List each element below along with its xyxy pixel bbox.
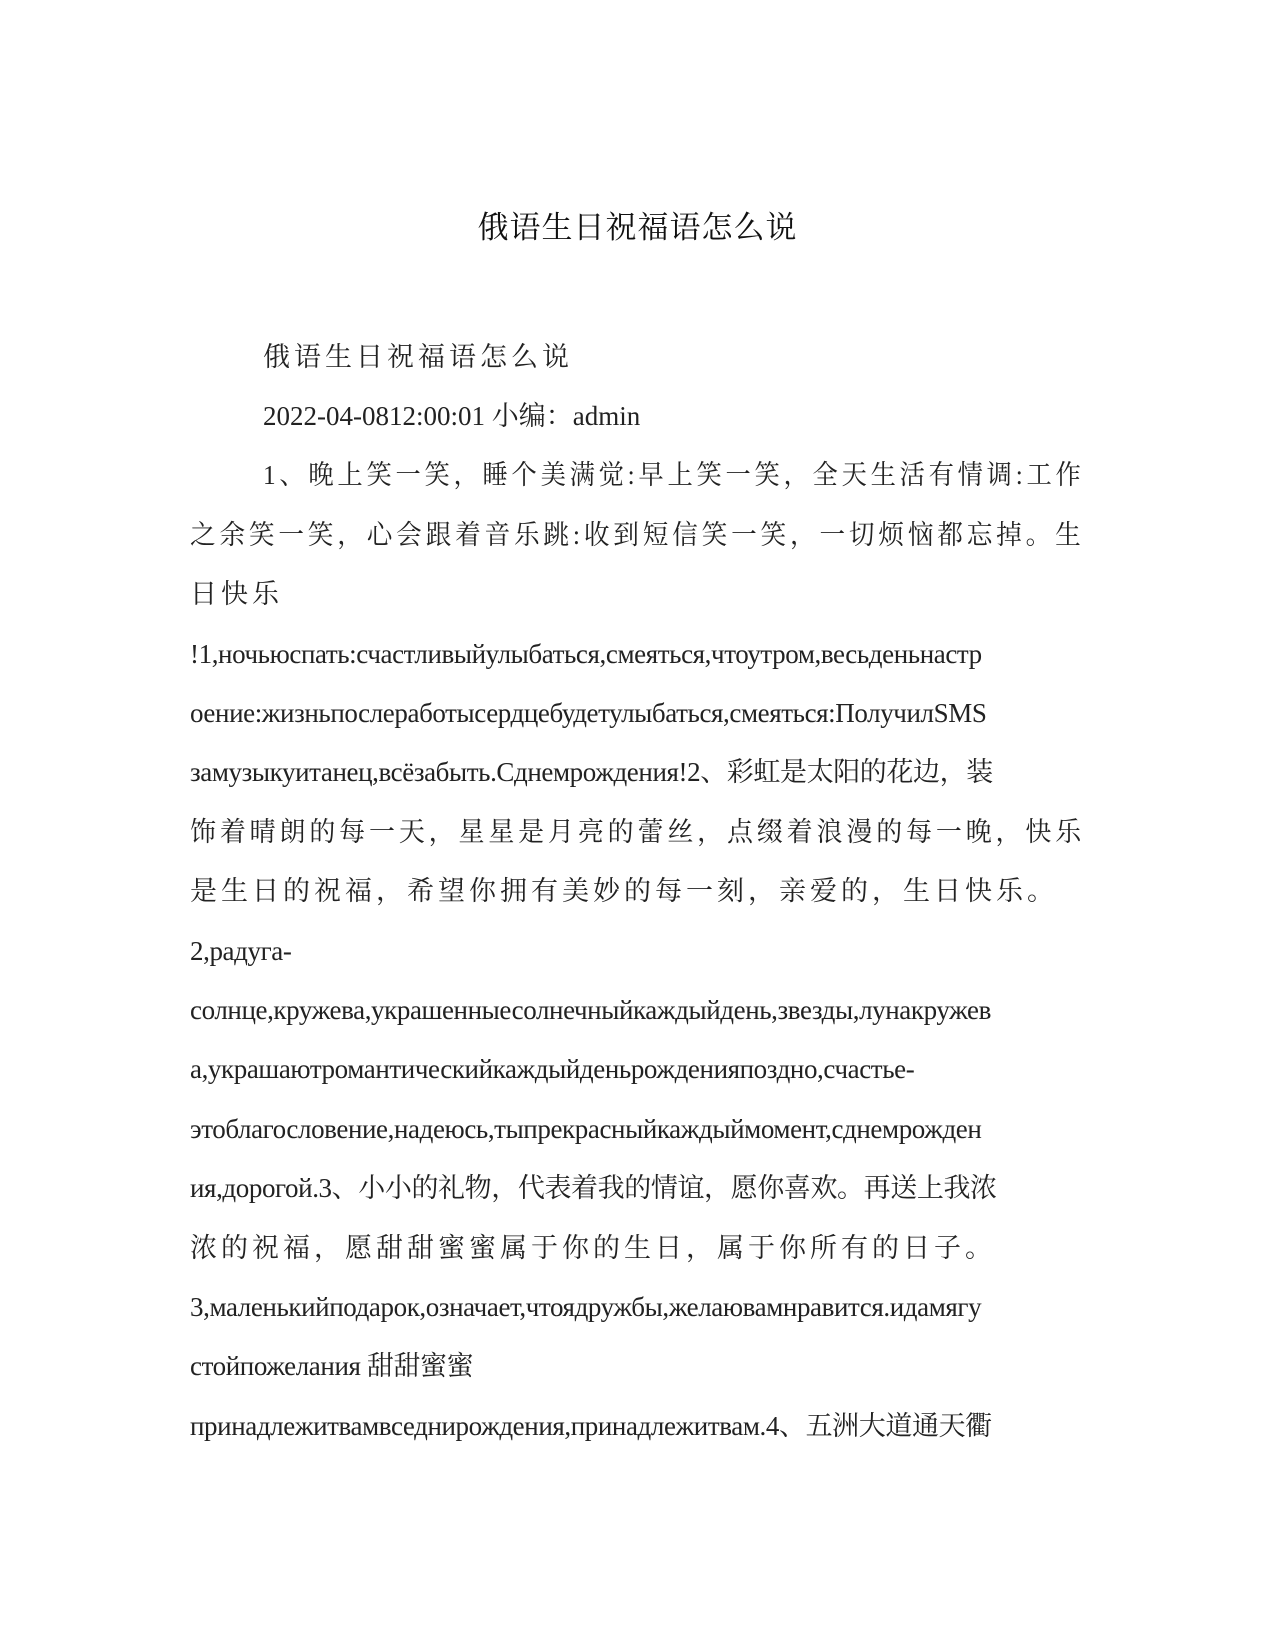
paragraph-line: 浓的祝福，愿甜甜蜜蜜属于你的生日，属于你所有的日子。 <box>190 1233 996 1263</box>
paragraph-line: 饰着晴朗的每一天，星星是月亮的蕾丝，点缀着浪漫的每一晚，快乐 <box>190 817 1086 847</box>
paragraph-line: оение:жизньпослеработысердцебудетулыбаться,смеяться:ПолучилSMS <box>190 698 987 728</box>
paragraph-line: 是生日的祝福，希望你拥有美妙的每一刻，亲爱的，生日快乐。 <box>190 876 1058 906</box>
paragraph-line: солнце,кружева,украшенныесолнечныйкаждыйдень,звезды,лунакружев <box>190 995 991 1025</box>
paragraph-line: замузыкуитанец,всёзабыть.Сднемрождения!2、彩虹是太阳的花边，装 <box>190 757 993 787</box>
paragraph-line: !1,ночьюспать:счастливыйулыбаться,смеяться,чтоутром,весьденьнастр <box>190 639 982 669</box>
paragraph-line: этоблагословение,надеюсь,тыпрекрасныйкаждыймомент,сднемрожден <box>190 1114 982 1144</box>
paragraph-line: ия,дорогой.3、小小的礼物，代表着我的情谊，愿你喜欢。再送上我浓 <box>190 1173 997 1203</box>
paragraph-line: 之余笑一笑，心会跟着音乐跳:收到短信笑一笑，一切烦恼都忘掉。生 <box>190 520 1085 550</box>
paragraph-line: 2,радуга- <box>190 936 292 966</box>
paragraph-line: а,украшаютромантическийкаждыйденьрожденияпоздно,счастье- <box>190 1054 915 1084</box>
paragraph-line: принадлежитвамвседнирождения,принадлежитвам.4、五洲大道通天衢 <box>190 1411 992 1441</box>
paragraph-subtitle: 俄语生日祝福语怎么说 <box>263 342 573 372</box>
document-title: 俄语生日祝福语怎么说 <box>477 210 798 246</box>
paragraph-line: 1、晚上笑一笑，睡个美满觉:早上笑一笑，全天生活有情调:工作 <box>263 460 1085 490</box>
paragraph-line: стойпожелания 甜甜蜜蜜 <box>190 1351 474 1381</box>
paragraph-line: 日快乐 <box>190 579 283 609</box>
paragraph-meta-date-editor: 2022-04-0812:00:01 小编：admin <box>263 401 641 431</box>
paragraph-line: 3,маленькийподарок,означает,чтоядружбы,желаювамнравится.идамягу <box>190 1292 982 1322</box>
